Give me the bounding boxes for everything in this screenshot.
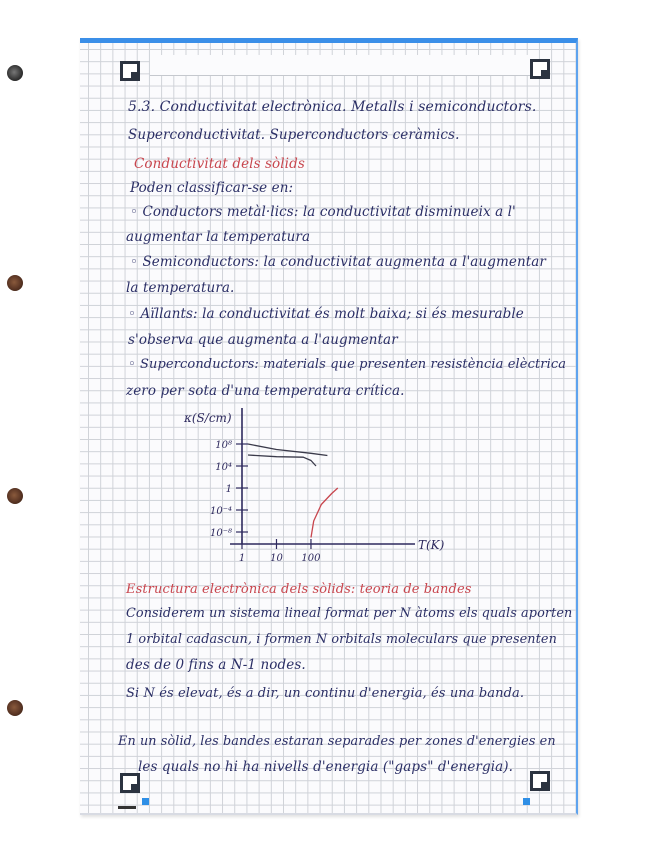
corner-marker-bottom-left bbox=[120, 773, 140, 793]
y-tick-label: 10⁻⁸ bbox=[209, 528, 232, 539]
header-strip bbox=[150, 55, 530, 76]
para-line-4: Si N és elevat, és a dir, un continu d'energia, és una banda. bbox=[126, 686, 525, 701]
section-heading-conductivity: Conductivitat dels sòlids bbox=[134, 156, 305, 172]
title-line-2: Superconductivitat. Superconductors ceràmics. bbox=[128, 127, 460, 143]
y-tick-label: 10⁻⁴ bbox=[209, 506, 232, 517]
binder-hole-4 bbox=[7, 700, 23, 716]
para-line-1: Considerem un sistema lineal format per N àtoms els quals aporten bbox=[126, 606, 573, 621]
series-line-middle bbox=[248, 455, 316, 466]
x-tick-label: 100 bbox=[301, 553, 321, 564]
para-line-5: En un sòlid, les bandes estaran separades per zones d'energies en bbox=[118, 734, 556, 749]
y-tick-label: 1 bbox=[225, 484, 232, 495]
para-line-2: 1 orbital cadascun, i formen N orbitals moleculars que presenten bbox=[126, 632, 557, 647]
para-line-6: les quals no hi ha nivells d'energia ("gaps" d'energia). bbox=[138, 759, 514, 775]
text-line-4: ◦ Semiconductors: la conductivitat augmenta a l'augmentar bbox=[130, 254, 546, 270]
binder-hole-1 bbox=[7, 65, 23, 81]
blue-marker-right bbox=[523, 798, 530, 805]
series-line-upper bbox=[248, 444, 327, 456]
corner-marker-top-left bbox=[120, 61, 140, 81]
x-tick-label: 1 bbox=[238, 553, 246, 564]
text-line-5: la temperatura. bbox=[126, 280, 235, 296]
corner-marker-top-right bbox=[530, 59, 550, 79]
y-axis-label: κ(S/cm) bbox=[184, 411, 232, 425]
title-line-1: 5.3. Conductivitat electrònica. Metalls i semiconductors. bbox=[128, 99, 537, 115]
x-tick-label: 10 bbox=[270, 553, 283, 564]
text-line-3: augmentar la temperatura bbox=[126, 229, 311, 245]
binder-hole-3 bbox=[7, 488, 23, 504]
page-edge-mark bbox=[118, 806, 136, 809]
y-tick-label: 10⁴ bbox=[215, 462, 232, 473]
text-line-8: ◦ Superconductors: materials que presenten resistència elèctrica bbox=[128, 357, 567, 372]
series-line-rising bbox=[311, 488, 338, 538]
y-tick-label: 10⁸ bbox=[215, 440, 232, 451]
conductivity-chart bbox=[170, 404, 470, 564]
binder-hole-2 bbox=[7, 275, 23, 291]
text-line-7: s'observa que augmenta a l'augmentar bbox=[128, 332, 398, 348]
x-axis-label: T(K) bbox=[418, 538, 445, 552]
text-line-9: zero per sota d'una temperatura crítica. bbox=[126, 383, 405, 399]
text-line-2: ◦ Conductors metàl·lics: la conductivitat disminueix a l' bbox=[130, 204, 516, 220]
corner-marker-bottom-right bbox=[530, 771, 550, 791]
text-line-1: Poden classificar-se en: bbox=[130, 180, 294, 196]
para-line-3: des de 0 fins a N-1 nodes. bbox=[126, 657, 306, 673]
blue-marker-left bbox=[142, 798, 149, 805]
text-line-6: ◦ Aïllants: la conductivitat és molt baixa; si és mesurable bbox=[128, 306, 524, 322]
section-heading-band-theory: Estructura electrònica dels sòlids: teoria de bandes bbox=[126, 582, 472, 597]
